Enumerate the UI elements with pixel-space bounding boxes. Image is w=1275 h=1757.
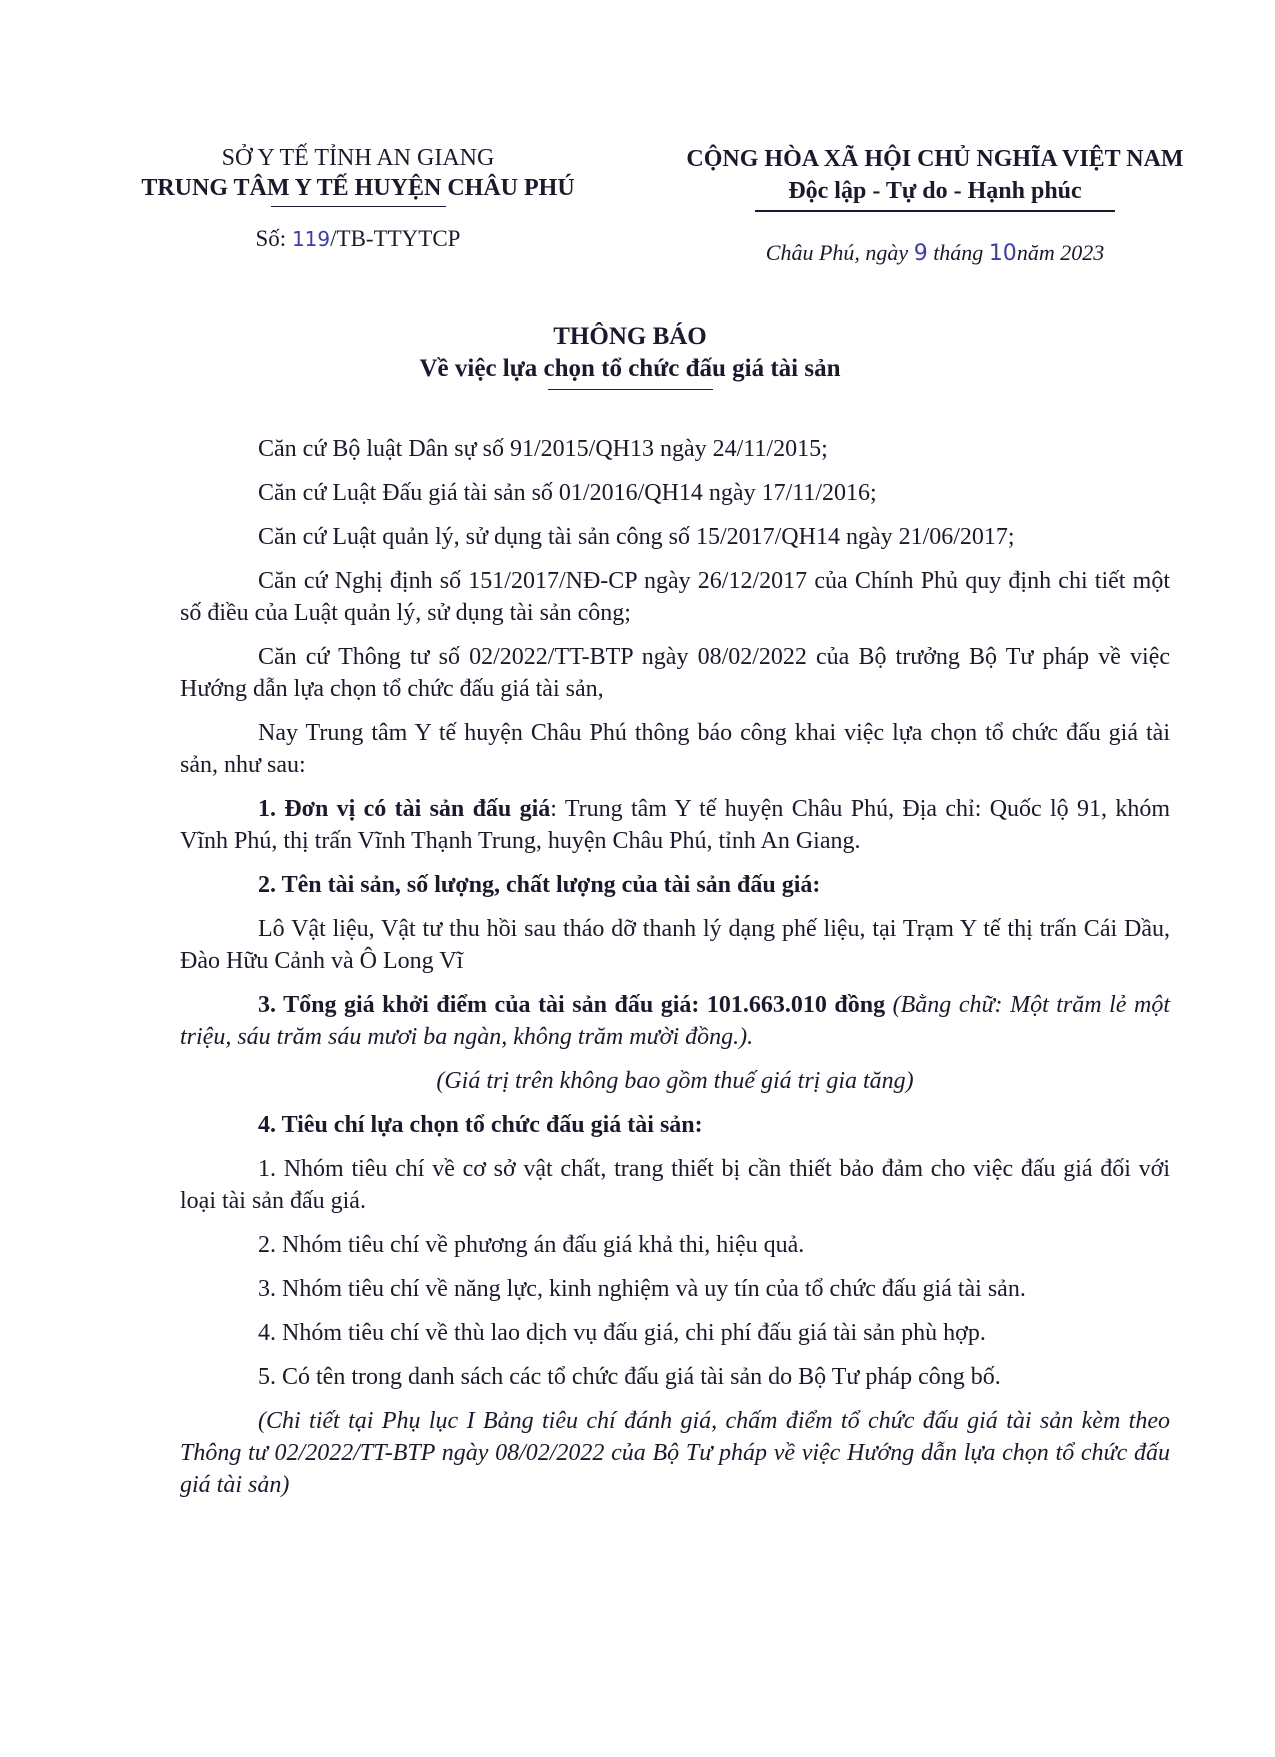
legal-basis: Căn cứ Bộ luật Dân sự số 91/2015/QH13 ngày 24/11/2015;	[258, 436, 828, 462]
criterion-item: 5. Có tên trong danh sách các tổ chức đấu giá tài sản do Bộ Tư pháp công bố.	[258, 1364, 1001, 1390]
motto-underline	[755, 210, 1115, 212]
date-place: Châu Phú, ngày	[765, 240, 914, 265]
section-2-heading: 2. Tên tài sản, số lượng, chất lượng của tài sản đấu giá:	[258, 872, 821, 898]
section-1-heading: 1. Đơn vị có tài sản đấu giá	[258, 796, 551, 822]
title-underline	[548, 389, 713, 390]
number-handwritten: 119	[291, 227, 331, 251]
date-line	[640, 240, 1230, 266]
title-main: THÔNG BÁO	[553, 323, 707, 350]
unit-name: TRUNG TÂM Y TẾ HUYỆN CHÂU PHÚ	[141, 175, 575, 201]
notice-body	[180, 433, 1170, 1513]
date-day: 9	[913, 241, 928, 266]
title-sub: Về việc lựa chọn tổ chức đấu giá tài sản	[419, 355, 841, 382]
date-month-label: tháng	[927, 240, 989, 265]
unit-underline	[271, 206, 446, 207]
national-motto: Độc lập - Tự do - Hạnh phúc	[788, 178, 1082, 204]
document-number	[108, 226, 608, 252]
date-month: 10	[988, 241, 1017, 266]
date-year: năm 2023	[1016, 240, 1105, 265]
notice-title	[120, 321, 1140, 390]
section-3-note: (Giá trị trên không bao gồm thuế giá trị gia tăng)	[436, 1068, 914, 1094]
intro-paragraph: Nay Trung tâm Y tế huyện Châu Phú thông báo công khai việc lựa chọn tổ chức đấu giá tài sản, như sau:	[180, 720, 1170, 778]
legal-basis: Căn cứ Luật quản lý, sử dụng tài sản công số 15/2017/QH14 ngày 21/06/2017;	[258, 524, 1015, 550]
national-header	[640, 143, 1230, 212]
criterion-item: 4. Nhóm tiêu chí về thù lao dịch vụ đấu giá, chi phí đấu giá tài sản phù hợp.	[258, 1320, 986, 1346]
number-suffix: /TB-TTYTCP	[330, 226, 461, 251]
section-3-heading: 3. Tổng giá khởi điểm của tài sản đấu giá: 101.663.010 đồng	[258, 992, 886, 1018]
legal-basis: Căn cứ Luật Đấu giá tài sản số 01/2016/QH14 ngày 17/11/2016;	[258, 480, 877, 506]
section-2-text: Lô Vật liệu, Vật tư thu hồi sau tháo dỡ thanh lý dạng phế liệu, tại Trạm Y tế thị trấn Cái Dầu, Đào Hữu Cảnh và Ô Long Vĩ	[180, 916, 1170, 974]
section-3	[180, 989, 1170, 1053]
criterion-item: 2. Nhóm tiêu chí về phương án đấu giá khả thi, hiệu quả.	[258, 1232, 805, 1258]
section-4-heading: 4. Tiêu chí lựa chọn tổ chức đấu giá tài sản:	[258, 1112, 703, 1138]
agency-name: SỞ Y TẾ TỈNH AN GIANG	[221, 145, 495, 171]
legal-basis: Căn cứ Thông tư số 02/2022/TT-BTP ngày 08/02/2022 của Bộ trưởng Bộ Tư pháp về việc Hướng dẫn lựa chọn tổ chức đấu giá tài sản,	[180, 644, 1170, 702]
number-prefix: Số:	[255, 226, 292, 251]
country-name: CỘNG HÒA XÃ HỘI CHỦ NGHĨA VIỆT NAM	[686, 146, 1184, 172]
legal-basis: Căn cứ Nghị định số 151/2017/NĐ-CP ngày 26/12/2017 của Chính Phủ quy định chi tiết một số điều của Luật quản lý, sử dụng tài sản công;	[180, 568, 1170, 626]
section-1-text: : Trung tâm Y tế huyện Châu Phú, Địa chỉ: Quốc lộ 91, khóm Vĩnh Phú, thị trấn Vĩnh Thạnh Trung, huyện Châu Phú, tỉnh An Giang.	[180, 796, 1170, 854]
criteria-detail: (Chi tiết tại Phụ lục I Bảng tiêu chí đánh giá, chấm điểm tổ chức đấu giá tài sản kèm theo Thông tư 02/2022/TT-BTP ngày 08/02/2022 của Bộ Tư pháp về việc Hướng dẫn lựa chọn tổ chức đấu giá tài sản)	[180, 1408, 1170, 1498]
criterion-item: 1. Nhóm tiêu chí về cơ sở vật chất, trang thiết bị cần thiết bảo đảm cho việc đấu giá đối với loại tài sản đấu giá.	[180, 1156, 1170, 1214]
criterion-item: 3. Nhóm tiêu chí về năng lực, kinh nghiệm và uy tín của tổ chức đấu giá tài sản.	[258, 1276, 1026, 1302]
issuer-header	[108, 143, 608, 207]
section-3-words: (Bằng chữ: Một trăm lẻ một triệu, sáu trăm sáu mươi ba ngàn, không trăm mười đồng.).	[180, 992, 1170, 1050]
section-1	[180, 793, 1170, 857]
